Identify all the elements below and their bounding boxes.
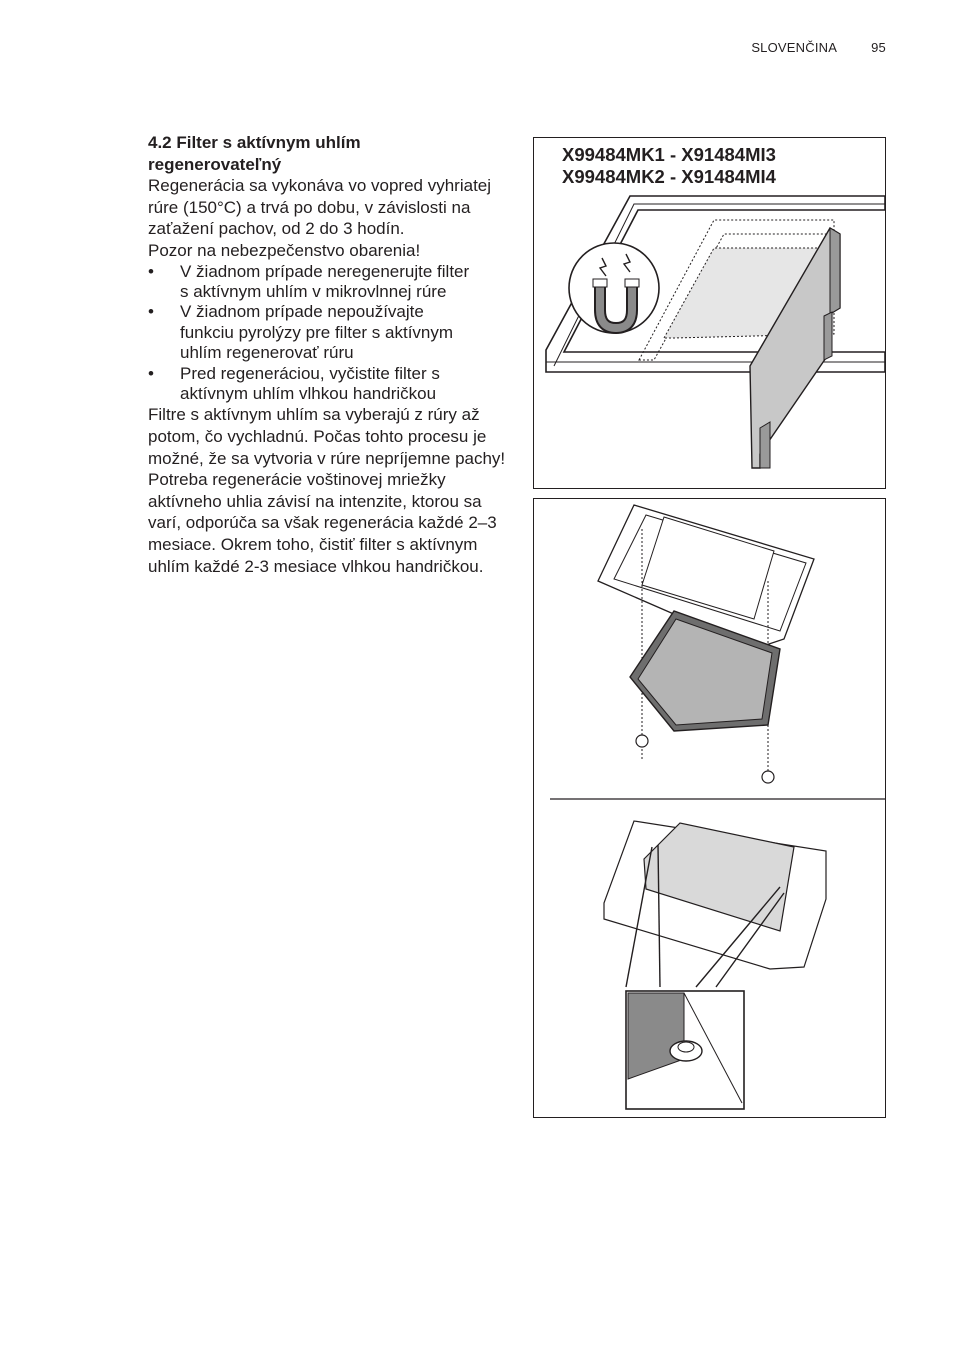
charcoal-filter-tray xyxy=(598,505,814,783)
model-title xyxy=(562,144,776,188)
model-line-1: X99484MK1 - X91484MI3 xyxy=(562,144,776,165)
page-number: 95 xyxy=(871,40,886,55)
figure-models xyxy=(533,137,886,489)
magnet-icon xyxy=(569,243,659,333)
header-language: SLOVENČINA xyxy=(751,40,838,55)
bullet-mark: • xyxy=(148,302,154,322)
bullet-mark: • xyxy=(148,261,154,281)
charcoal-filter-illustration xyxy=(534,499,885,1117)
knob-detail xyxy=(626,991,744,1109)
list-item: • V žiadnom prípade neregenerujte filter s aktívnym uhlím v mikrovlnnej rúre xyxy=(148,261,470,301)
warning-paragraph: Pozor na nebezpečenstvo obarenia! xyxy=(148,240,421,260)
model-line-2: X99484MK2 - X91484MI4 xyxy=(562,166,776,187)
page-header xyxy=(751,40,886,55)
section-heading xyxy=(148,132,508,175)
section-text xyxy=(148,132,508,577)
bullet-mark: • xyxy=(148,363,154,383)
heading-line-1: 4.2 Filter s aktívnym uhlím xyxy=(148,133,361,152)
closing-paragraph: Filtre s aktívnym uhlím sa vyberajú z rúry až potom, čo vychladnú. Počas tohto procesu je možné, že sa vytvoria v rúre nepríjemne pachy! Potreba regenerácie voštinovej mriežky aktívneho uhlia závisí na intenzite, ktorou sa varí, odporúča sa však regenerácia každé 2–3 mesiace. Okrem toho, čistiť filter s aktívnym uhlím každé 2-3 mesiace vlhkou handričkou. xyxy=(148,405,506,576)
heading-line-2: regenerovateľný xyxy=(148,154,282,174)
figure-charcoal-filter xyxy=(533,498,886,1118)
hood-filter-illustration xyxy=(534,138,885,488)
list-item: • V žiadnom prípade nepoužívajte funkciu pyrolýzy pre filter s aktívnym uhlím regenerovať rúru xyxy=(148,302,454,363)
intro-paragraph: Regenerácia sa vykonáva vo vopred vyhriatej rúre (150°C) a trvá po dobu, v závislosti na zaťažení pachov, od 2 do 3 hodín. xyxy=(148,176,492,239)
list-item: • Pred regeneráciou, vyčistite filter s aktívnym uhlím vlhkou handričkou xyxy=(148,363,440,403)
bullet-list xyxy=(148,262,508,405)
